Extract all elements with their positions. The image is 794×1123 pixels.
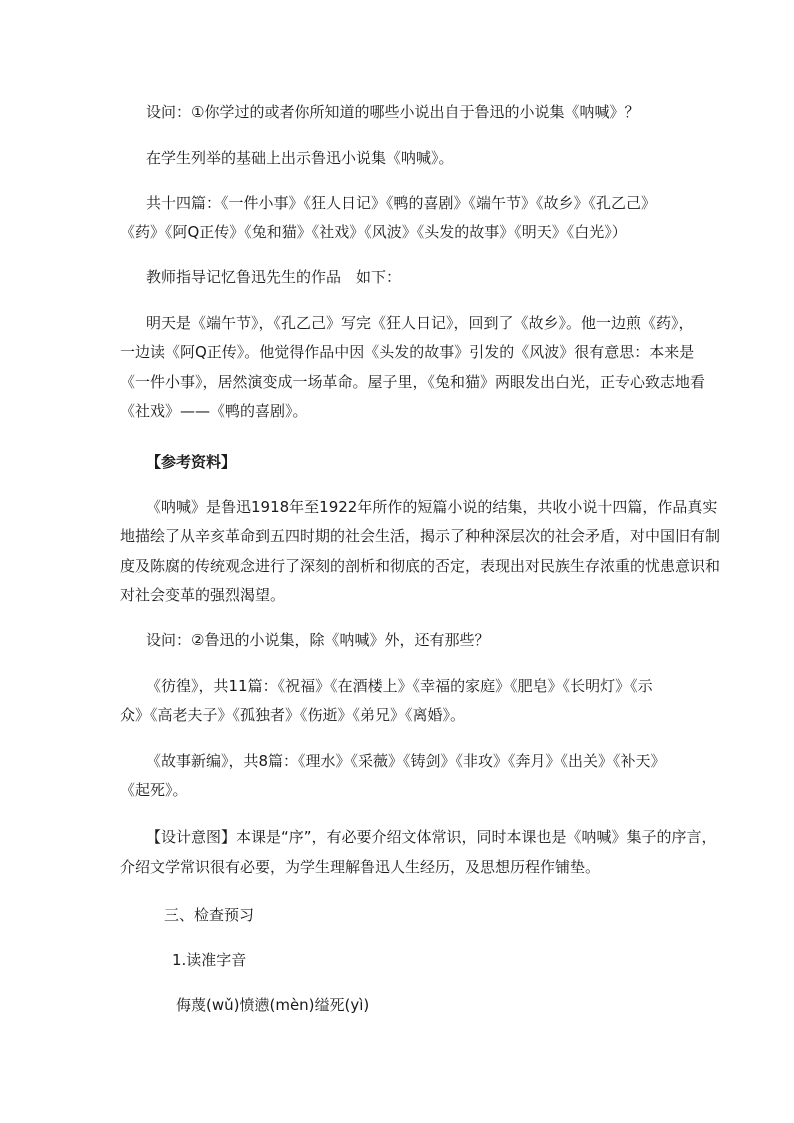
gushi-xinbian-line-2: 《起死》。 xyxy=(120,781,188,799)
reference-line-2: 地描绘了从辛亥革命到五四时期的社会生活，揭示了种种深层次的社会矛盾，对中国旧有制 xyxy=(120,527,721,545)
reference-line-3: 度及陈腐的传统观念进行了深刻的剖析和彻底的否定，表现出对民族生存浓重的忧患意识和 xyxy=(120,557,721,575)
stories-list-line-1: 共十四篇：《一件小事》《狂人日记》《鸭的喜剧》《端午节》《故乡》《孔乙己》 xyxy=(146,194,657,212)
memory-paragraph-line-4: 《社戏》——《鸭的喜剧》。 xyxy=(120,402,308,420)
design-intent-line-2: 介绍文学常识很有必要，为学生理解鲁迅人生经历，及思想历程作铺垫。 xyxy=(120,858,601,876)
reference-line-1: 《呐喊》是鲁迅1918年至1922年所作的短篇小说的结集，共收小说十四篇，作品真实 xyxy=(146,498,718,516)
panghuang-line-1: 《彷徨》，共11篇：《祝福》《在酒楼上》《幸福的家庭》《肥皂》《长明灯》《示 xyxy=(146,677,653,695)
panghuang-line-2: 众》《高老夫子》《孤独者》《伤逝》《弟兄》《离婚》。 xyxy=(120,706,466,724)
stories-list-line-2: 《药》《阿Q正传》《兔和猫》《社戏》《风波》《头发的故事》《明天》《白光》） xyxy=(120,223,627,241)
teacher-guide-paragraph: 教师指导记忆鲁迅先生的作品 如下： xyxy=(146,268,402,286)
gushi-xinbian-line-1: 《故事新编》，共8篇：《理水》《采薇》《铸剑》《非攻》《奔月》《出关》《补天》 xyxy=(146,752,666,770)
memory-paragraph-line-1: 明天是《端午节》，《孔乙己》写完《狂人日记》，回到了《故乡》。他一边煎《药》， xyxy=(146,314,694,332)
reference-line-4: 对社会变革的强烈渴望。 xyxy=(120,586,286,604)
subsection-1-heading: 1.读准字音 xyxy=(172,951,247,969)
design-intent-line-1: 【设计意图】本课是“序”，有必要介绍文体常识，同时本课也是《呐喊》集子的序言， xyxy=(146,828,717,846)
question-2: 设问：②鲁迅的小说集，除《呐喊》外，还有那些？ xyxy=(146,631,490,649)
memory-paragraph-line-3: 《一件小事》，居然演变成一场革命。屋子里，《兔和猫》两眼发出白光，正专心致志地看 xyxy=(120,373,706,391)
memory-paragraph-line-2: 一边读《阿Q正传》。他觉得作品中因《头发的故事》引发的《风波》很有意思：本来是 xyxy=(120,343,695,361)
section-3-heading: 三、检查预习 xyxy=(164,906,255,924)
question-1: 设问：①你学过的或者你所知道的哪些小说出自于鲁迅的小说集《呐喊》？ xyxy=(146,103,640,121)
pinyin-line: 侮蔑(wǔ)愤懑(mèn)缢死(yì) xyxy=(176,996,370,1014)
reference-heading: 【参考资料】 xyxy=(146,453,237,471)
list-intro-paragraph: 在学生列举的基础上出示鲁迅小说集《呐喊》。 xyxy=(146,149,454,167)
